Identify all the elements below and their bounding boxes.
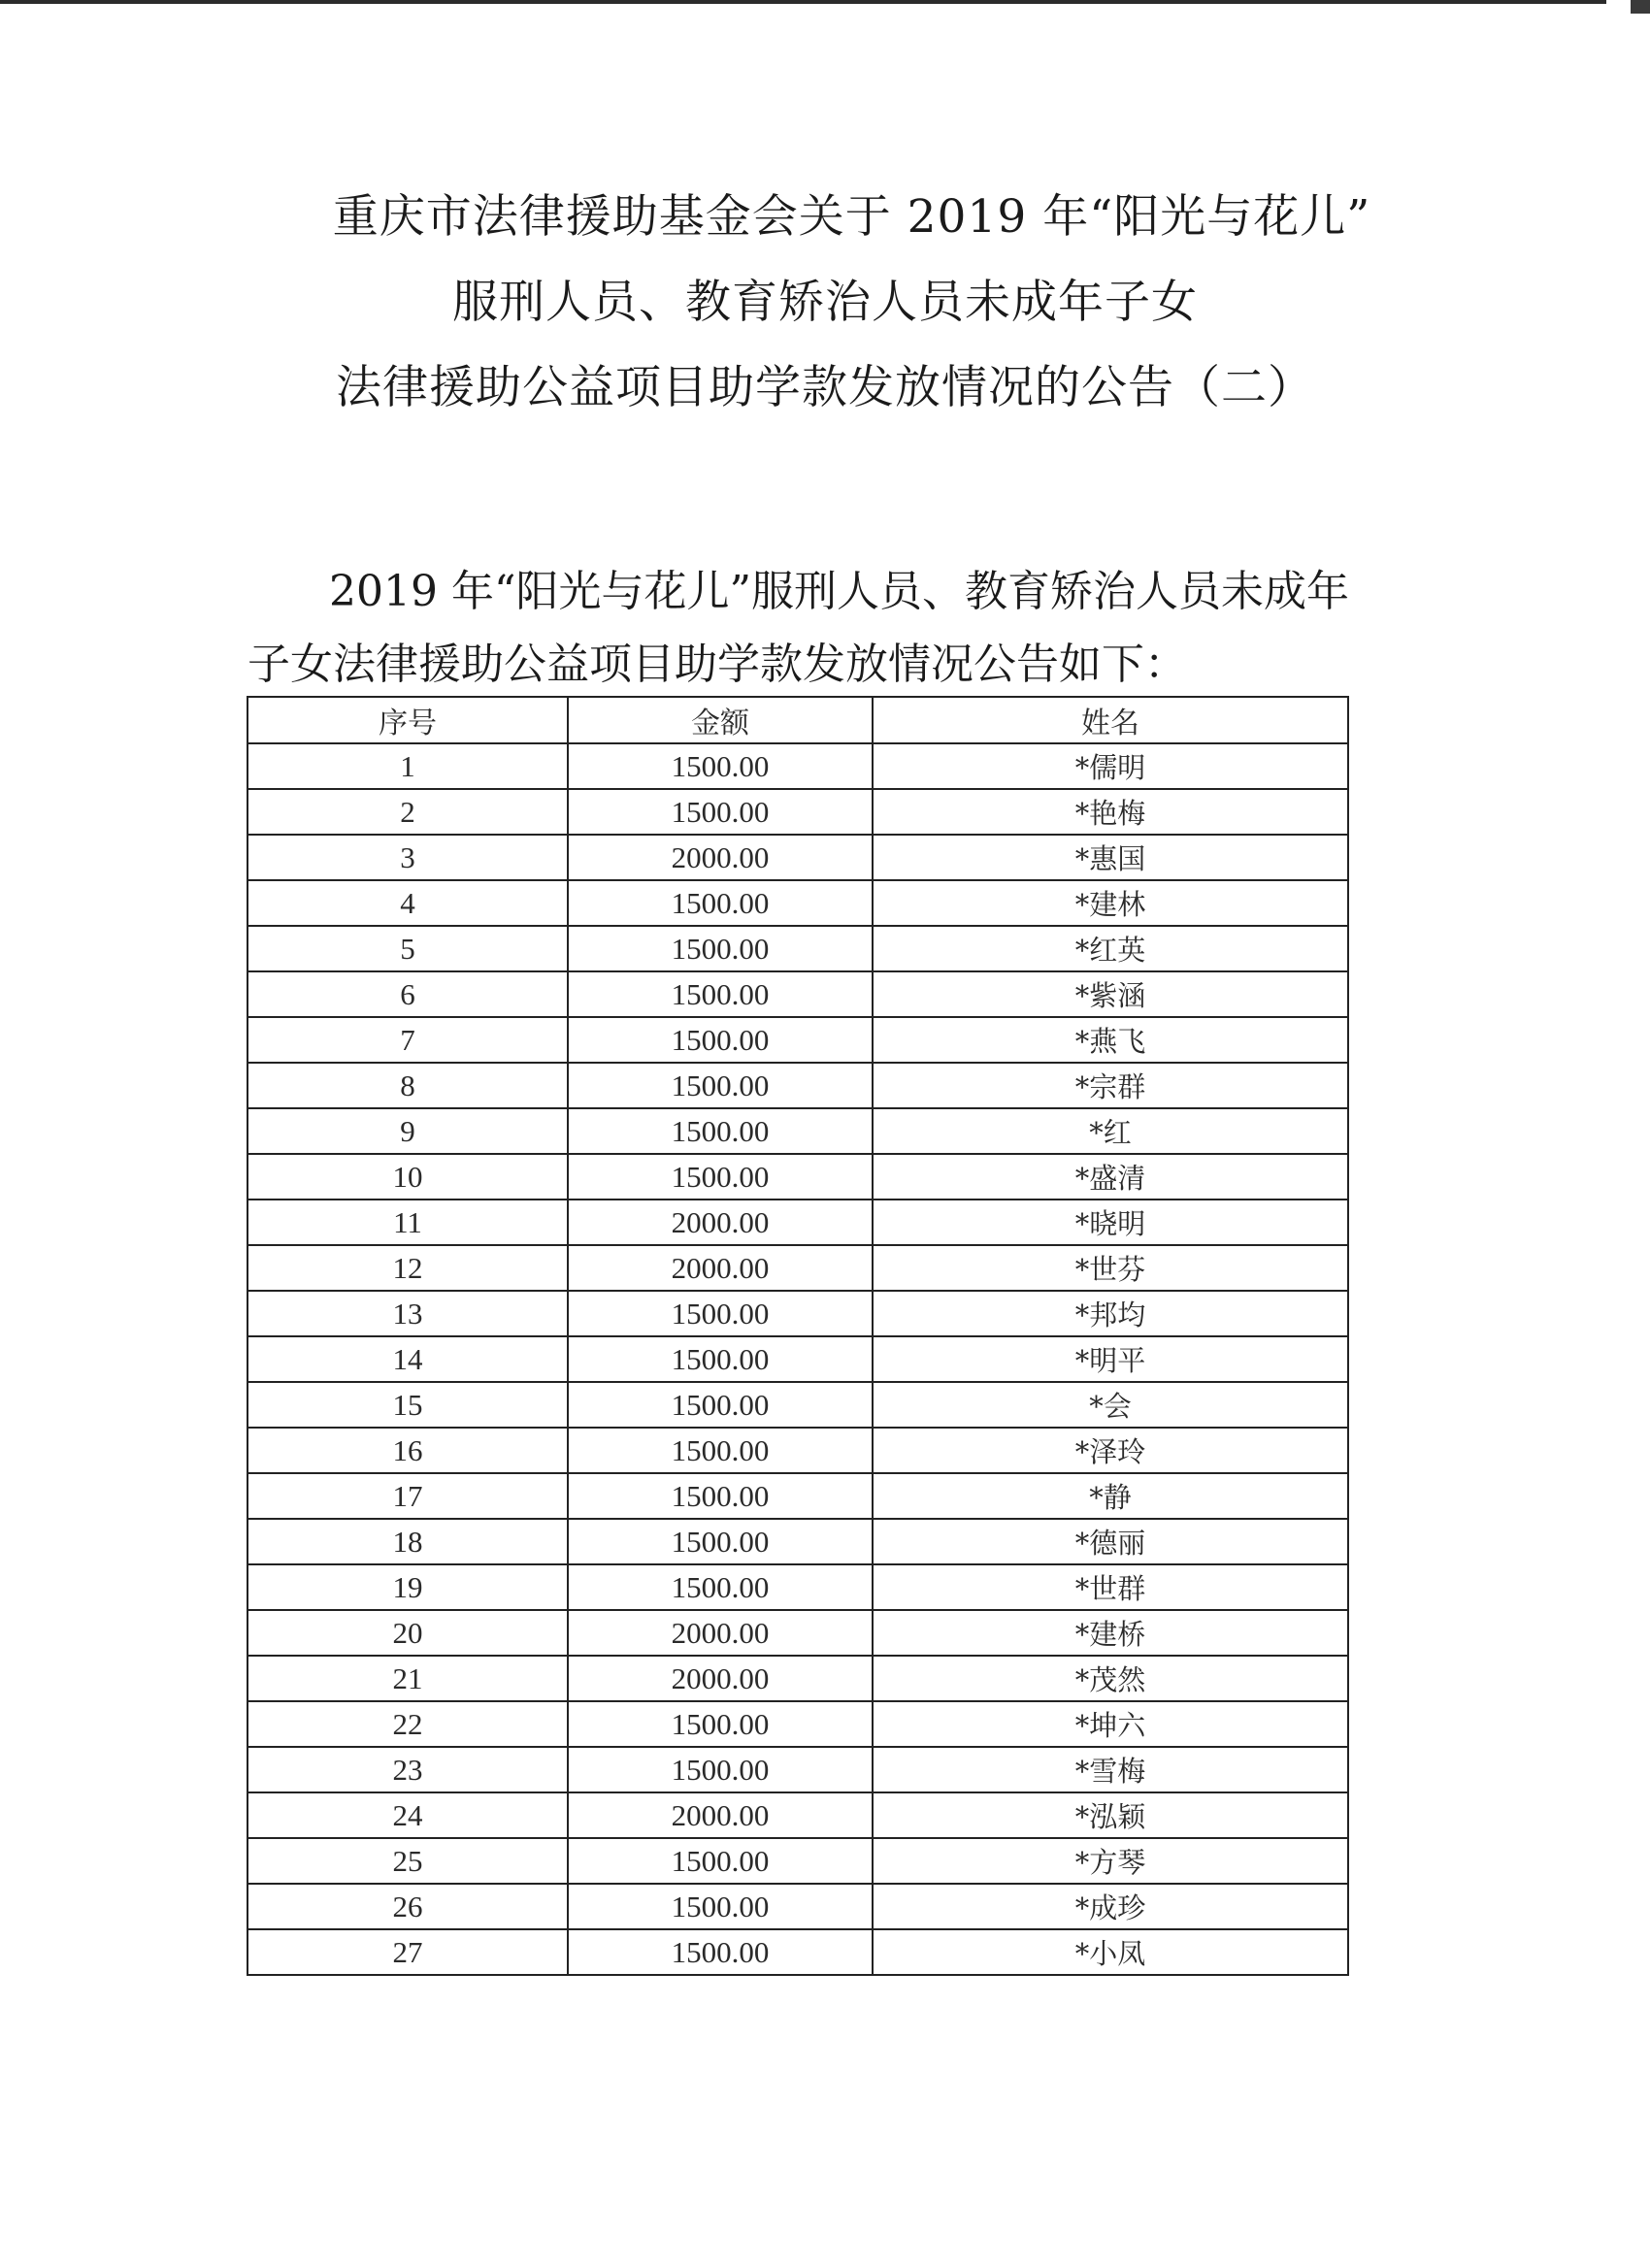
row-index: 25 (248, 1838, 568, 1884)
row-name: *邦均 (873, 1291, 1348, 1336)
table-row (248, 1428, 1348, 1473)
row-amount: 1500.00 (568, 1108, 873, 1154)
row-amount: 2000.00 (568, 1200, 873, 1245)
row-amount: 1500.00 (568, 1428, 873, 1473)
row-index: 17 (248, 1473, 568, 1519)
row-amount: 2000.00 (568, 1610, 873, 1656)
row-index: 11 (248, 1200, 568, 1245)
table-row (248, 971, 1348, 1017)
table-row (248, 1108, 1348, 1154)
row-index: 26 (248, 1884, 568, 1929)
intro-line-1: 2019 年“阳光与花儿”服刑人员、教育矫治人员未成年 (329, 567, 1349, 616)
row-amount: 2000.00 (568, 1656, 873, 1701)
table-row (248, 1929, 1348, 1975)
row-name: *小凤 (873, 1929, 1348, 1975)
row-name: *世群 (873, 1564, 1348, 1610)
row-amount: 1500.00 (568, 1929, 873, 1975)
row-name: *成珍 (873, 1884, 1348, 1929)
row-name: *燕飞 (873, 1017, 1348, 1063)
row-amount: 2000.00 (568, 1245, 873, 1291)
row-amount: 1500.00 (568, 1564, 873, 1610)
row-index: 22 (248, 1701, 568, 1747)
scan-border-corner (1631, 0, 1650, 14)
row-amount: 1500.00 (568, 1473, 873, 1519)
table-row (248, 1519, 1348, 1564)
table-row (248, 1564, 1348, 1610)
row-index: 10 (248, 1154, 568, 1200)
table-row (248, 835, 1348, 880)
table-row (248, 1291, 1348, 1336)
row-index: 13 (248, 1291, 568, 1336)
row-amount: 1500.00 (568, 1701, 873, 1747)
row-amount: 1500.00 (568, 1838, 873, 1884)
row-index: 21 (248, 1656, 568, 1701)
table-row (248, 1884, 1348, 1929)
table-row (248, 743, 1348, 789)
document-title (0, 190, 1650, 450)
row-index: 15 (248, 1382, 568, 1428)
row-name: *雪梅 (873, 1747, 1348, 1792)
intro-paragraph (248, 555, 1412, 701)
row-amount: 1500.00 (568, 926, 873, 971)
row-amount: 1500.00 (568, 1519, 873, 1564)
table-row (248, 1701, 1348, 1747)
row-name: *世芬 (873, 1245, 1348, 1291)
row-amount: 1500.00 (568, 1336, 873, 1382)
row-name: *泓颖 (873, 1792, 1348, 1838)
row-index: 18 (248, 1519, 568, 1564)
row-index: 23 (248, 1747, 568, 1792)
row-index: 9 (248, 1108, 568, 1154)
row-name: *紫涵 (873, 971, 1348, 1017)
row-index: 12 (248, 1245, 568, 1291)
row-amount: 1500.00 (568, 1747, 873, 1792)
row-name: *盛清 (873, 1154, 1348, 1200)
row-index: 6 (248, 971, 568, 1017)
row-name: *红 (873, 1108, 1348, 1154)
row-name: *儒明 (873, 743, 1348, 789)
table-row (248, 1382, 1348, 1428)
row-amount: 2000.00 (568, 835, 873, 880)
row-name: *茂然 (873, 1656, 1348, 1701)
row-name: *德丽 (873, 1519, 1348, 1564)
header-amount: 金额 (568, 697, 873, 743)
row-amount: 1500.00 (568, 1063, 873, 1108)
row-amount: 1500.00 (568, 880, 873, 926)
row-name: *建桥 (873, 1610, 1348, 1656)
table-row (248, 1610, 1348, 1656)
row-amount: 1500.00 (568, 971, 873, 1017)
row-index: 5 (248, 926, 568, 971)
grant-table-container (247, 696, 1347, 1976)
row-index: 2 (248, 789, 568, 835)
row-index: 24 (248, 1792, 568, 1838)
row-amount: 1500.00 (568, 1291, 873, 1336)
table-row (248, 1838, 1348, 1884)
row-amount: 2000.00 (568, 1792, 873, 1838)
table-row (248, 1154, 1348, 1200)
header-name: 姓名 (873, 697, 1348, 743)
table-row (248, 926, 1348, 971)
table-body (248, 743, 1348, 1975)
table-row (248, 1473, 1348, 1519)
row-name: *红英 (873, 926, 1348, 971)
table-header-row (248, 697, 1348, 743)
table-row (248, 1200, 1348, 1245)
row-index: 8 (248, 1063, 568, 1108)
row-name: *艳梅 (873, 789, 1348, 835)
row-name: *会 (873, 1382, 1348, 1428)
row-amount: 1500.00 (568, 1884, 873, 1929)
row-name: *坤六 (873, 1701, 1348, 1747)
table-row (248, 1245, 1348, 1291)
title-line-3: 法律援助公益项目助学款发放情况的公告（二） (336, 361, 1314, 414)
row-index: 14 (248, 1336, 568, 1382)
row-index: 4 (248, 880, 568, 926)
row-amount: 1500.00 (568, 1017, 873, 1063)
row-name: *方琴 (873, 1838, 1348, 1884)
title-line-2: 服刑人员、教育矫治人员未成年子女 (452, 276, 1198, 329)
row-index: 20 (248, 1610, 568, 1656)
table-row (248, 789, 1348, 835)
row-name: *建林 (873, 880, 1348, 926)
row-amount: 1500.00 (568, 789, 873, 835)
header-index: 序号 (248, 697, 568, 743)
table-row (248, 1336, 1348, 1382)
grant-table (247, 696, 1349, 1976)
row-index: 19 (248, 1564, 568, 1610)
row-index: 7 (248, 1017, 568, 1063)
table-row (248, 1063, 1348, 1108)
table-row (248, 1747, 1348, 1792)
row-name: *宗群 (873, 1063, 1348, 1108)
row-amount: 1500.00 (568, 743, 873, 789)
row-amount: 1500.00 (568, 1382, 873, 1428)
row-name: *明平 (873, 1336, 1348, 1382)
intro-line-2: 子女法律援助公益项目助学款发放情况公告如下： (248, 640, 1187, 689)
table-row (248, 880, 1348, 926)
table-row (248, 1017, 1348, 1063)
row-name: *惠国 (873, 835, 1348, 880)
title-line-1: 重庆市法律援助基金会关于 2019 年“阳光与花儿” (332, 190, 1371, 244)
row-amount: 1500.00 (568, 1154, 873, 1200)
row-name: *泽玲 (873, 1428, 1348, 1473)
row-index: 16 (248, 1428, 568, 1473)
table-row (248, 1792, 1348, 1838)
row-name: *静 (873, 1473, 1348, 1519)
row-index: 1 (248, 743, 568, 789)
row-index: 27 (248, 1929, 568, 1975)
table-row (248, 1656, 1348, 1701)
scan-border-top (0, 0, 1606, 4)
row-index: 3 (248, 835, 568, 880)
row-name: *晓明 (873, 1200, 1348, 1245)
